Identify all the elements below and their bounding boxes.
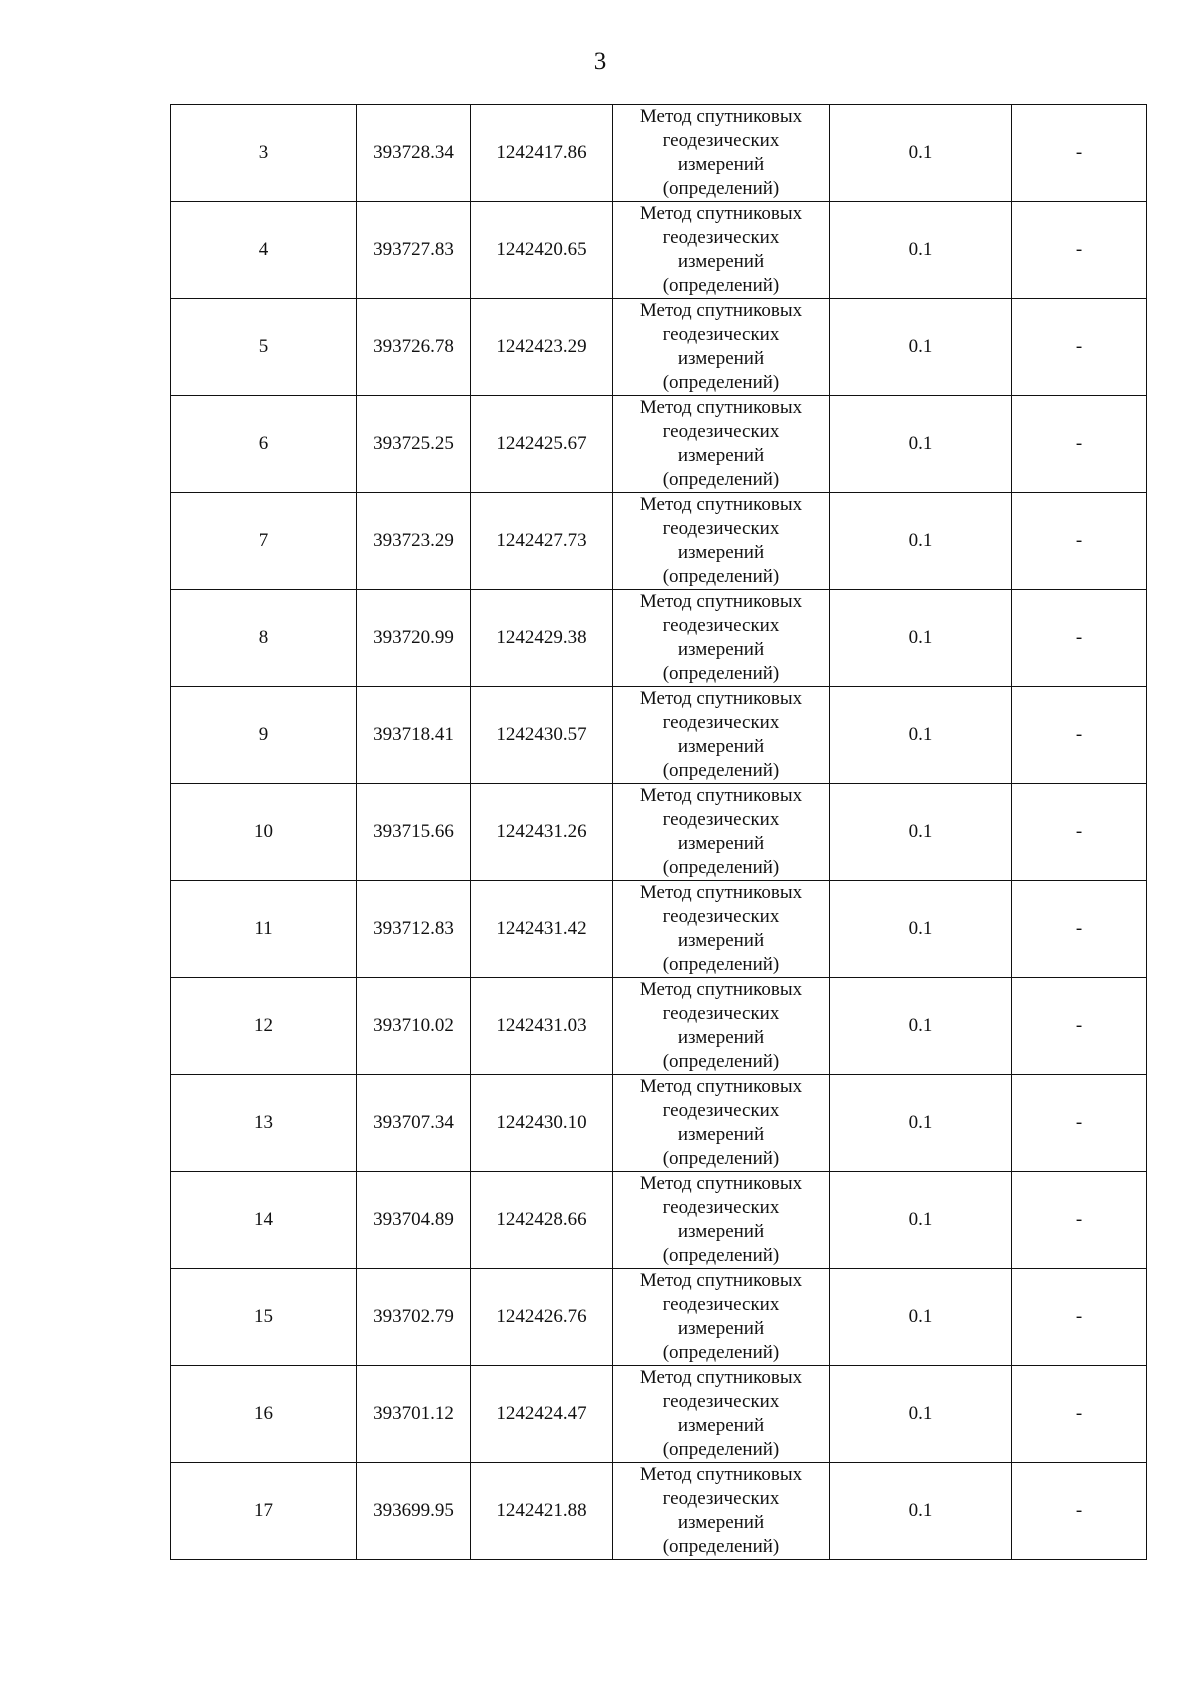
method-line: геодезических <box>662 421 780 442</box>
table-row <box>171 1366 1147 1463</box>
page-number: 3 <box>593 48 607 75</box>
table-row <box>171 396 1147 493</box>
note-cell: - <box>1012 105 1147 202</box>
method-line: (определений) <box>662 760 780 781</box>
note-cell: - <box>1012 396 1147 493</box>
method-line: (определений) <box>662 1439 780 1460</box>
x-coordinate-cell: 393728.34 <box>357 105 471 202</box>
table-row <box>171 881 1147 978</box>
method-line: Метод спутниковых <box>639 688 803 709</box>
accuracy-cell: 0.1 <box>830 105 1012 202</box>
table-row <box>171 1463 1147 1560</box>
accuracy-cell: 0.1 <box>830 396 1012 493</box>
method-cell <box>613 1269 830 1366</box>
method-cell <box>613 978 830 1075</box>
point-number-cell: 15 <box>171 1269 357 1366</box>
method-line: измерений <box>677 736 765 757</box>
x-coordinate-cell: 393704.89 <box>357 1172 471 1269</box>
method-line: измерений <box>677 1124 765 1145</box>
accuracy-cell: 0.1 <box>830 687 1012 784</box>
method-line: Метод спутниковых <box>639 106 803 127</box>
method-line: (определений) <box>662 1245 780 1266</box>
accuracy-cell: 0.1 <box>830 978 1012 1075</box>
table-row <box>171 978 1147 1075</box>
accuracy-cell: 0.1 <box>830 1269 1012 1366</box>
point-number-cell: 16 <box>171 1366 357 1463</box>
point-number-cell: 10 <box>171 784 357 881</box>
table-row <box>171 590 1147 687</box>
method-line: измерений <box>677 348 765 369</box>
x-coordinate-cell: 393707.34 <box>357 1075 471 1172</box>
method-line: (определений) <box>662 275 780 296</box>
method-line: (определений) <box>662 566 780 587</box>
method-line: Метод спутниковых <box>639 591 803 612</box>
method-line: Метод спутниковых <box>639 882 803 903</box>
method-cell <box>613 687 830 784</box>
method-line: Метод спутниковых <box>639 203 803 224</box>
table-row <box>171 493 1147 590</box>
y-coordinate-cell: 1242420.65 <box>471 202 613 299</box>
method-line: Метод спутниковых <box>639 785 803 806</box>
y-coordinate-cell: 1242430.57 <box>471 687 613 784</box>
x-coordinate-cell: 393701.12 <box>357 1366 471 1463</box>
y-coordinate-cell: 1242430.10 <box>471 1075 613 1172</box>
method-line: измерений <box>677 930 765 951</box>
method-line: измерений <box>677 1512 765 1533</box>
method-line: (определений) <box>662 663 780 684</box>
method-line: измерений <box>677 154 765 175</box>
accuracy-cell: 0.1 <box>830 1366 1012 1463</box>
method-line: Метод спутниковых <box>639 1270 803 1291</box>
x-coordinate-cell: 393699.95 <box>357 1463 471 1560</box>
method-line: измерений <box>677 445 765 466</box>
accuracy-cell: 0.1 <box>830 299 1012 396</box>
y-coordinate-cell: 1242426.76 <box>471 1269 613 1366</box>
method-line: геодезических <box>662 1488 780 1509</box>
method-line: Метод спутниковых <box>639 979 803 1000</box>
table-row <box>171 299 1147 396</box>
note-cell: - <box>1012 1269 1147 1366</box>
note-cell: - <box>1012 299 1147 396</box>
accuracy-cell: 0.1 <box>830 493 1012 590</box>
x-coordinate-cell: 393712.83 <box>357 881 471 978</box>
method-line: геодезических <box>662 518 780 539</box>
method-cell <box>613 590 830 687</box>
accuracy-cell: 0.1 <box>830 1463 1012 1560</box>
method-line: измерений <box>677 1027 765 1048</box>
table-row <box>171 202 1147 299</box>
method-line: Метод спутниковых <box>639 1173 803 1194</box>
note-cell: - <box>1012 784 1147 881</box>
y-coordinate-cell: 1242417.86 <box>471 105 613 202</box>
method-line: Метод спутниковых <box>639 1464 803 1485</box>
y-coordinate-cell: 1242431.42 <box>471 881 613 978</box>
method-line: Метод спутниковых <box>639 1076 803 1097</box>
table-row <box>171 784 1147 881</box>
method-line: (определений) <box>662 857 780 878</box>
x-coordinate-cell: 393710.02 <box>357 978 471 1075</box>
method-line: геодезических <box>662 1003 780 1024</box>
method-line: измерений <box>677 639 765 660</box>
method-line: геодезических <box>662 227 780 248</box>
method-cell <box>613 1463 830 1560</box>
accuracy-cell: 0.1 <box>830 202 1012 299</box>
y-coordinate-cell: 1242431.26 <box>471 784 613 881</box>
method-cell <box>613 881 830 978</box>
note-cell: - <box>1012 881 1147 978</box>
accuracy-cell: 0.1 <box>830 784 1012 881</box>
point-number-cell: 8 <box>171 590 357 687</box>
point-number-cell: 3 <box>171 105 357 202</box>
x-coordinate-cell: 393725.25 <box>357 396 471 493</box>
point-number-cell: 12 <box>171 978 357 1075</box>
method-line: (определений) <box>662 1051 780 1072</box>
method-cell <box>613 396 830 493</box>
accuracy-cell: 0.1 <box>830 590 1012 687</box>
note-cell: - <box>1012 202 1147 299</box>
note-cell: - <box>1012 493 1147 590</box>
note-cell: - <box>1012 1366 1147 1463</box>
y-coordinate-cell: 1242421.88 <box>471 1463 613 1560</box>
note-cell: - <box>1012 590 1147 687</box>
point-number-cell: 4 <box>171 202 357 299</box>
y-coordinate-cell: 1242431.03 <box>471 978 613 1075</box>
y-coordinate-cell: 1242427.73 <box>471 493 613 590</box>
method-line: геодезических <box>662 1294 780 1315</box>
point-number-cell: 7 <box>171 493 357 590</box>
point-number-cell: 6 <box>171 396 357 493</box>
table-row <box>171 1269 1147 1366</box>
method-cell <box>613 784 830 881</box>
point-number-cell: 17 <box>171 1463 357 1560</box>
method-line: измерений <box>677 1221 765 1242</box>
method-line: геодезических <box>662 130 780 151</box>
x-coordinate-cell: 393727.83 <box>357 202 471 299</box>
table-row <box>171 1172 1147 1269</box>
method-line: Метод спутниковых <box>639 494 803 515</box>
accuracy-cell: 0.1 <box>830 1172 1012 1269</box>
table-body <box>171 105 1147 1560</box>
method-line: (определений) <box>662 178 780 199</box>
note-cell: - <box>1012 978 1147 1075</box>
x-coordinate-cell: 393718.41 <box>357 687 471 784</box>
y-coordinate-cell: 1242423.29 <box>471 299 613 396</box>
note-cell: - <box>1012 1075 1147 1172</box>
method-cell <box>613 1366 830 1463</box>
method-line: геодезических <box>662 1197 780 1218</box>
coordinates-table <box>170 104 1147 1560</box>
method-line: измерений <box>677 251 765 272</box>
x-coordinate-cell: 393723.29 <box>357 493 471 590</box>
point-number-cell: 14 <box>171 1172 357 1269</box>
method-line: измерений <box>677 833 765 854</box>
method-line: (определений) <box>662 1148 780 1169</box>
note-cell: - <box>1012 1463 1147 1560</box>
table-row <box>171 105 1147 202</box>
table-row <box>171 687 1147 784</box>
method-cell <box>613 493 830 590</box>
x-coordinate-cell: 393702.79 <box>357 1269 471 1366</box>
method-line: геодезических <box>662 712 780 733</box>
method-line: (определений) <box>662 954 780 975</box>
method-line: геодезических <box>662 809 780 830</box>
point-number-cell: 9 <box>171 687 357 784</box>
method-line: Метод спутниковых <box>639 1367 803 1388</box>
y-coordinate-cell: 1242429.38 <box>471 590 613 687</box>
y-coordinate-cell: 1242425.67 <box>471 396 613 493</box>
method-line: (определений) <box>662 1536 780 1557</box>
method-cell <box>613 202 830 299</box>
accuracy-cell: 0.1 <box>830 1075 1012 1172</box>
x-coordinate-cell: 393720.99 <box>357 590 471 687</box>
method-cell <box>613 299 830 396</box>
x-coordinate-cell: 393726.78 <box>357 299 471 396</box>
method-cell <box>613 105 830 202</box>
method-line: геодезических <box>662 1100 780 1121</box>
note-cell: - <box>1012 687 1147 784</box>
method-line: измерений <box>677 542 765 563</box>
method-cell <box>613 1172 830 1269</box>
point-number-cell: 13 <box>171 1075 357 1172</box>
method-line: геодезических <box>662 324 780 345</box>
method-line: геодезических <box>662 615 780 636</box>
y-coordinate-cell: 1242424.47 <box>471 1366 613 1463</box>
x-coordinate-cell: 393715.66 <box>357 784 471 881</box>
method-line: измерений <box>677 1318 765 1339</box>
method-line: Метод спутниковых <box>639 397 803 418</box>
note-cell: - <box>1012 1172 1147 1269</box>
accuracy-cell: 0.1 <box>830 881 1012 978</box>
method-line: (определений) <box>662 469 780 490</box>
method-line: измерений <box>677 1415 765 1436</box>
point-number-cell: 11 <box>171 881 357 978</box>
method-line: геодезических <box>662 1391 780 1412</box>
method-cell <box>613 1075 830 1172</box>
y-coordinate-cell: 1242428.66 <box>471 1172 613 1269</box>
method-line: Метод спутниковых <box>639 300 803 321</box>
method-line: (определений) <box>662 1342 780 1363</box>
table-row <box>171 1075 1147 1172</box>
method-line: (определений) <box>662 372 780 393</box>
point-number-cell: 5 <box>171 299 357 396</box>
method-line: геодезических <box>662 906 780 927</box>
